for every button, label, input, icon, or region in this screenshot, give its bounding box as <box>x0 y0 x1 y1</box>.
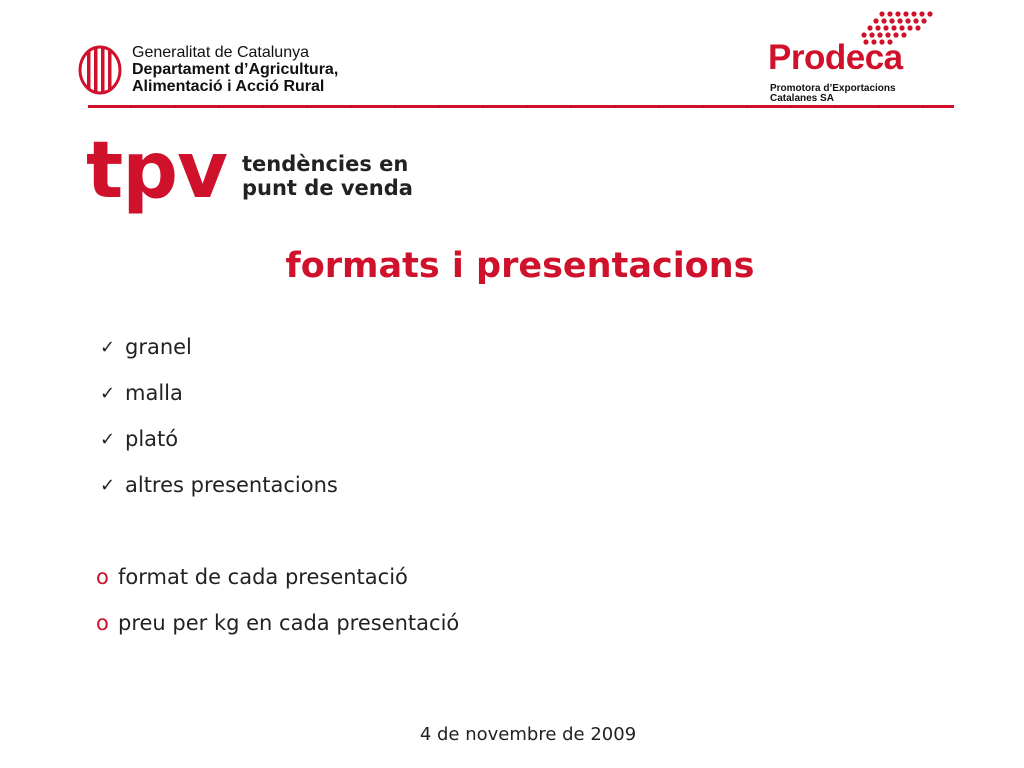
bullet-o-icon: o <box>96 611 109 635</box>
prodeca-name: Prodeca <box>768 38 903 77</box>
bullet-o-icon: o <box>96 565 109 589</box>
gencat-logo <box>78 44 338 95</box>
check-list <box>100 324 338 508</box>
check-icon: ✓ <box>100 382 116 404</box>
bullet-list <box>96 554 459 646</box>
header-divider <box>88 105 954 108</box>
prodeca-logo <box>768 8 938 104</box>
tpv-logo: tpv <box>86 126 227 216</box>
check-list-item <box>100 416 338 462</box>
check-icon: ✓ <box>100 428 116 450</box>
check-item-label: malla <box>125 381 183 405</box>
check-list-item <box>100 462 338 508</box>
check-item-label: granel <box>125 335 192 359</box>
prodeca-subtitle-line2: Catalanes SA <box>770 93 834 104</box>
gencat-department-line1: Departament d’Agricultura, <box>132 61 339 78</box>
gencat-emblem-icon <box>78 45 122 95</box>
bullet-list-item <box>96 554 459 600</box>
check-list-item <box>100 324 338 370</box>
tpv-tagline-line2: punt de venda <box>242 176 413 200</box>
slide-title: formats i presentacions <box>285 246 755 286</box>
bullet-item-label: preu per kg en cada presentació <box>118 611 460 635</box>
check-icon: ✓ <box>100 474 116 496</box>
bullet-list-item <box>96 600 459 646</box>
check-list-item <box>100 370 338 416</box>
tpv-tagline <box>242 152 413 200</box>
bullet-item-label: format de cada presentació <box>118 565 408 589</box>
gencat-department-line2: Alimentació i Acció Rural <box>132 78 325 95</box>
gencat-name: Generalitat de Catalunya <box>132 44 309 61</box>
prodeca-subtitle-line1: Promotora d’Exportacions <box>770 83 896 94</box>
prodeca-subtitle <box>770 84 896 104</box>
check-item-label: altres presentacions <box>125 473 338 497</box>
check-item-label: plató <box>125 427 179 451</box>
check-icon: ✓ <box>100 336 116 358</box>
tpv-tagline-line1: tendències en <box>242 152 409 176</box>
footer-date: 4 de novembre de 2009 <box>419 724 637 745</box>
